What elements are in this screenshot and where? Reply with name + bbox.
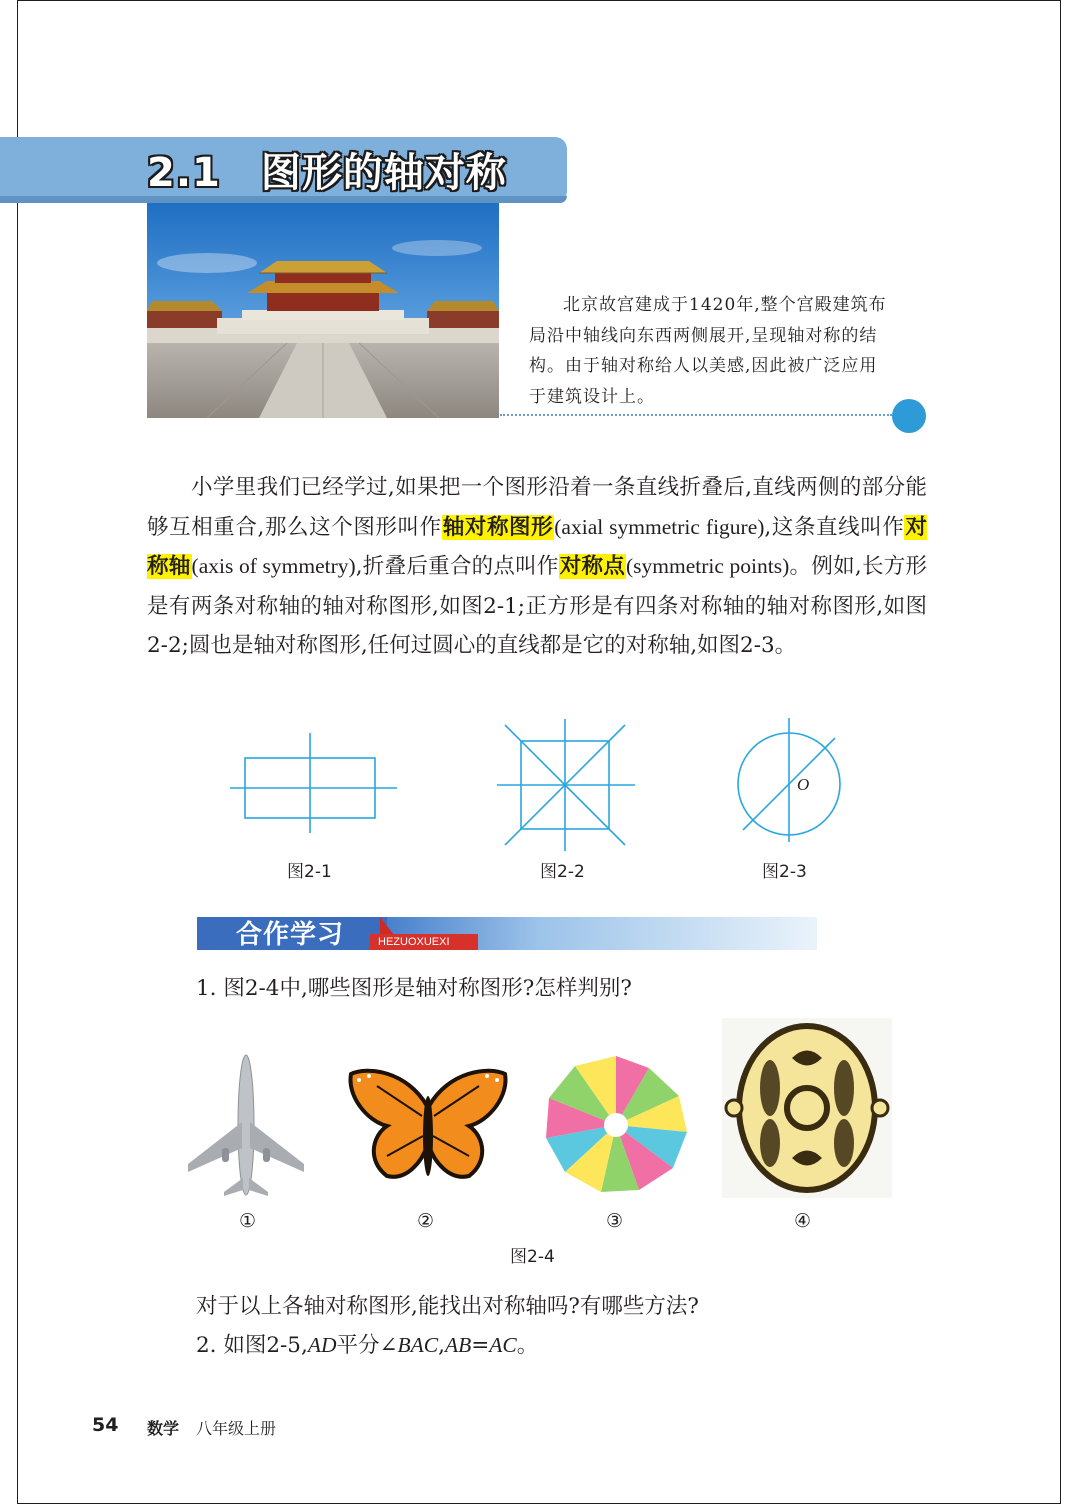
footer-grade: 八年级上册	[196, 1419, 277, 1438]
footer-subject: 数学	[147, 1419, 180, 1438]
coop-learning-pinyin: HEZUOXUEXI	[370, 934, 478, 950]
question-2	[196, 1328, 538, 1359]
section-title-text: 图形的轴对称	[260, 150, 507, 196]
para-part-4: 。例如,长方形是有两条对称轴的轴对称图形,如图2-1;正方形是有四条对称轴的轴对称图形,如图2-2;圆也是轴对称图形,任何过圆心的直线都是它的对称轴,如图2-3。	[147, 554, 927, 659]
term-symmetric-points: 对称点	[559, 554, 625, 580]
main-paragraph	[147, 468, 927, 666]
figure-2-2-square	[497, 719, 635, 851]
figure-2-4-item-1: ①	[239, 1210, 257, 1232]
para-part-3: ,折叠后重合的点叫作	[355, 554, 559, 580]
caption-dotted-line	[500, 414, 892, 416]
pinwheel-pattern-image	[541, 1054, 691, 1196]
section-number: 2.1	[147, 150, 221, 196]
figure-2-1-label: 图2-1	[287, 862, 332, 882]
caption-blue-dot	[892, 399, 926, 433]
butterfly-image	[347, 1066, 509, 1192]
question-1-follow-up: 对于以上各轴对称图形,能找出对称轴吗?有哪些方法?	[196, 1294, 699, 1319]
forbidden-city-photo	[147, 203, 499, 418]
photo-caption	[529, 290, 894, 412]
term-axis-of-symmetry: 对称轴	[147, 514, 927, 580]
term-axial-symmetric-figure-en: (axial symmetric figure)	[554, 514, 765, 539]
term-symmetric-points-en: (symmetric points)	[626, 554, 790, 579]
airplane-image	[186, 1052, 306, 1198]
section-title	[147, 141, 507, 198]
figure-2-3-circle	[733, 718, 845, 842]
term-axis-of-symmetry-en: (axis of symmetry)	[191, 554, 356, 579]
q2-mid: 平分∠	[336, 1333, 398, 1358]
figure-2-2-label: 图2-2	[540, 862, 585, 882]
q2-prefix: 2. 如图2-5,	[196, 1333, 308, 1358]
q2-end: 。	[516, 1333, 539, 1358]
q2-segment-ac: AC	[489, 1333, 517, 1357]
photo-caption-text: 北京故宫建成于1420年,整个宫殿建筑布局沿中轴线向东西两侧展开,呈现轴对称的结构。由于轴对称给人以美感,因此被广泛应用于建筑设计上。	[529, 295, 887, 407]
term-axial-symmetric-figure: 轴对称图形	[442, 514, 554, 540]
figure-2-4-item-3: ③	[606, 1210, 624, 1232]
para-part-2: ,这条直线叫作	[764, 514, 905, 540]
page-number: 54	[92, 1414, 119, 1436]
q2-sep: ,	[438, 1333, 445, 1358]
q2-eq: =	[471, 1333, 490, 1358]
paper-cut-pattern-image	[722, 1018, 892, 1198]
q2-angle-bac: BAC	[397, 1333, 439, 1357]
coop-learning-title: 合作学习	[236, 920, 345, 950]
figure-2-3-label: 图2-3	[762, 862, 807, 882]
circle-center-label: O	[797, 775, 810, 794]
question-1: 1. 图2-4中,哪些图形是轴对称图形?怎样判别?	[196, 976, 632, 1001]
figure-2-4-item-4: ④	[794, 1210, 812, 1232]
para-part-1: 小学里我们已经学过,如果把一个图形沿着一条直线折叠后,直线两侧的部分能够互相重合,那么这个图形叫作	[147, 475, 927, 540]
figure-2-4-label: 图2-4	[510, 1247, 555, 1267]
q2-segment-ab: AB	[444, 1333, 472, 1357]
figure-2-4-item-2: ②	[417, 1210, 435, 1232]
q2-segment-ad: AD	[307, 1333, 337, 1357]
figure-2-1-rectangle	[230, 733, 398, 833]
